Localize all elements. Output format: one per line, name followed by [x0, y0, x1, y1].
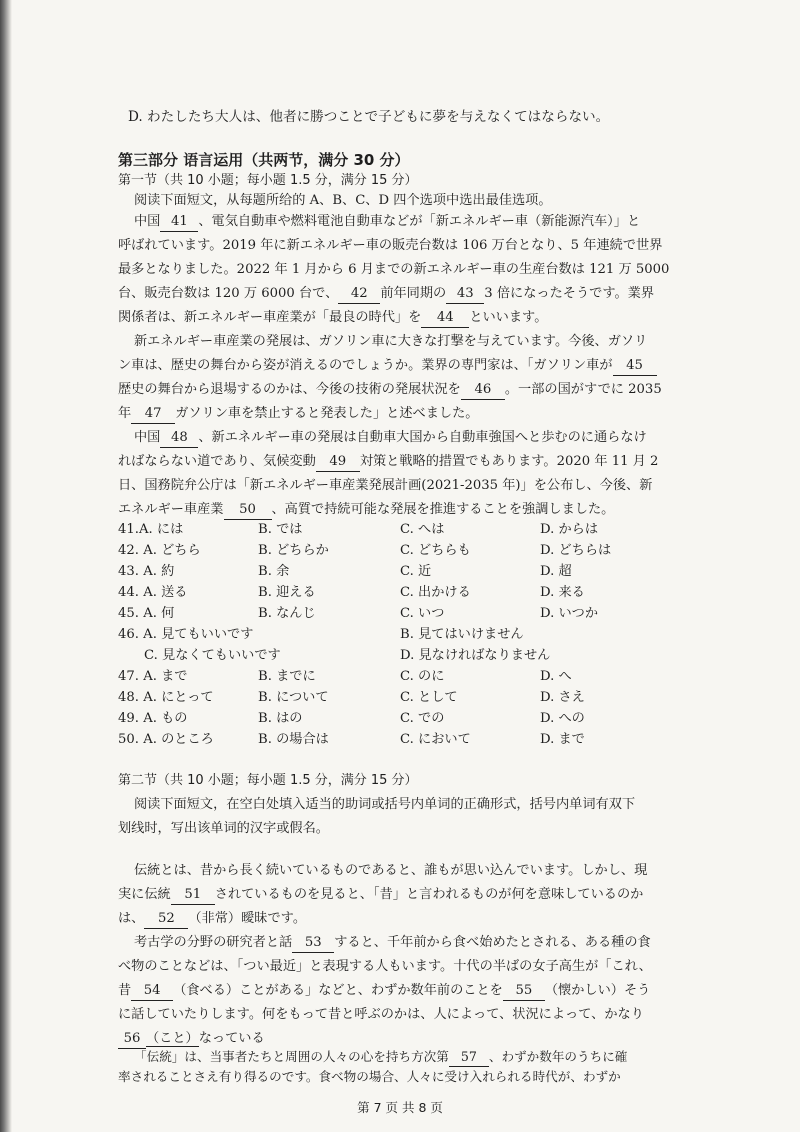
passage2-line: べ物のことなどは、「つい最近」と表現する人もいます。十代の半ばの女子高生が「これ、 — [118, 959, 652, 974]
scan-edge-shadow — [0, 0, 12, 1132]
passage2-line: 実に伝統 51 されているものを見ると、「昔」と言われるものが何を意味しているのか — [118, 886, 643, 905]
passage1-line: 年 47 ガソリン車を禁止すると発表した」と述べました。 — [118, 405, 479, 424]
option-row-46: C. 見なくてもいいです D. 見なければなりません — [144, 648, 551, 663]
passage1-line: 最多となりました。2022 年 1 月から 6 月までの新エネルギー車の生産台数は 121 万 5000 — [118, 262, 670, 277]
option-row-46: 46. A. 見てもいいです B. 見てはいけません — [118, 627, 524, 642]
passage2-line: 56 （こと）なっている — [118, 1030, 265, 1049]
option-row: 45. A. 何 B. なんじ C. いつ D. いつか — [118, 606, 599, 621]
option-row: 50. A. のところ B. の場合は C. において D. まで — [118, 732, 585, 747]
blank-54: 54 — [131, 982, 173, 1001]
blank-46: 46 — [461, 381, 505, 400]
passage1-line: 日、国務院弁公庁は「新エネルギー車産業発展計画(2021-2035 年)」を公布し、今後、新 — [118, 478, 653, 493]
option-row: 49. A. もの B. はの C. での D. への — [118, 711, 585, 726]
blank-47: 47 — [131, 405, 175, 424]
option-row: 41.A. には B. では C. へは D. からは — [118, 522, 599, 537]
passage2-line: 昔 54 （食べる）ことがある」などと、わずか数年前のことを 55 （懐かしい）そう — [118, 982, 650, 1001]
passage1-line: エネルギー車産業 50 、高質で持続可能な発展を推進することを強調しました。 — [118, 501, 614, 520]
blank-53: 53 — [292, 934, 334, 953]
passage2-line: に話していたりします。何をもって昔と呼ぶのかは、人によって、状況によって、かなり — [118, 1007, 644, 1022]
passage2-line: 率されることさえ有り得るのです。食べ物の場合、人々に受け入れられる時代が、わずか — [118, 1069, 621, 1084]
option-row: 44. A. 送る B. 迎える C. 出かける D. 来る — [118, 585, 585, 600]
passage1-line: 中国 48 、新エネルギー車の発展は自動車大国から自動車強国へと歩むのに通らなけ — [134, 429, 647, 448]
part3-heading: 第三部分 语言运用（共两节，满分 30 分） — [118, 151, 410, 169]
passage1-line: 歴史の舞台から退場するのかは、今後の技術の発展状況を 46 。一部の国がすでに 2035 — [118, 381, 662, 400]
passage1-line: 呼ばれています。2019 年に新エネルギー車の販売台数は 106 万台となり、5 年連続で世界 — [118, 238, 663, 253]
passage1-line: 中国 41 、電気自動車や燃料電池自動車などが「新エネルギー車（新能源汽车）」と — [134, 213, 640, 232]
passage2-line: 考古学の分野の研究者と話 53 すると、千年前から食べ始めたとされる、ある種の食 — [134, 934, 651, 953]
section2-instruction: 划线时，写出该单词的汉字或假名。 — [118, 821, 329, 836]
blank-50: 50 — [224, 501, 272, 520]
passage1-line: 新エネルギー車産業の発展は、ガソリン車に大きな打撃を与えています。今後、ガソリ — [134, 334, 648, 349]
blank-45: 45 — [613, 357, 657, 376]
section1-instruction: 阅读下面短文，从每题所给的 A、B、C、D 四个选项中选出最佳选项。 — [134, 193, 552, 208]
blank-55: 55 — [503, 982, 545, 1001]
passage1-line: 台、販売台数は 120 万 6000 台で、 42 前年同期の 43 3 倍になったそうです。業界 — [118, 285, 654, 304]
page-footer: 第 7 页 共 8 页 — [357, 1100, 443, 1115]
section1-heading: 第一节（共 10 小题；每小题 1.5 分，满分 15 分） — [118, 173, 418, 188]
blank-42: 42 — [338, 285, 380, 304]
passage1-line: ン車は、歴史の舞台から姿が消えるのでしょうか。業界の専門家は、「ガソリン車が 45 — [118, 357, 657, 376]
blank-41: 41 — [160, 213, 198, 232]
option-row: 42. A. どちら B. どちらか C. どちらも D. どちらは — [118, 543, 612, 558]
blank-51: 51 — [171, 886, 215, 905]
blank-44: 44 — [421, 309, 469, 328]
section2-instruction: 阅读下面短文，在空白处填入适当的助词或括号内单词的正确形式，括号内单词有双下 — [134, 797, 636, 812]
option-row: 48. A. にとって B. について C. として D. さえ — [118, 690, 585, 705]
passage1-line: ればならない道であり、気候変動 49 対策と戦略的措置でもあります。2020 年 11 月 2 — [118, 453, 658, 472]
passage2-line: 「伝統」は、当事者たちと周囲の人々の心を持ち方次第 57 、わずか数年のうちに確 — [134, 1048, 627, 1067]
blank-49: 49 — [316, 453, 360, 472]
prev-option-d: D. わたしたち大人は、他者に勝つことで子どもに夢を与えなくてはならない。 — [128, 109, 610, 125]
blank-56: 56 — [118, 1030, 146, 1049]
blank-43: 43 — [446, 285, 484, 304]
passage2-line: は、 52 （非常）曖昧です。 — [118, 910, 306, 929]
option-row: 47. A. まで B. までに C. のに D. へ — [118, 669, 572, 684]
blank-48: 48 — [160, 429, 198, 448]
blank-57: 57 — [449, 1048, 489, 1067]
passage1-line: 関係者は、新エネルギー車産業が「最良の時代」を 44 といいます。 — [118, 309, 547, 328]
section2-heading: 第二节（共 10 小题；每小题 1.5 分，满分 15 分） — [118, 773, 418, 788]
blank-52: 52 — [144, 910, 188, 929]
option-row: 43. A. 約 B. 余 C. 近 D. 超 — [118, 564, 572, 579]
passage2-line: 伝統とは、昔から長く続いているものであると、誰もが思い込んでいます。しかし、現 — [134, 863, 648, 878]
